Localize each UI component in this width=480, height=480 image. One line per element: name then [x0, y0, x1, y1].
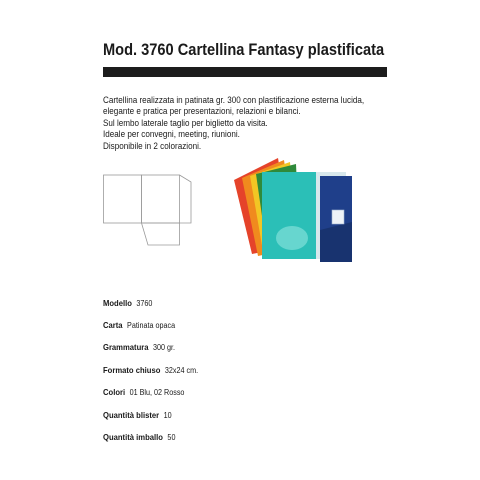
spec-value: Patinata opaca: [127, 321, 176, 330]
spec-value: 50: [167, 433, 176, 442]
spec-label: Quantità blister: [103, 410, 160, 420]
spec-label: Modello: [103, 298, 132, 308]
spec-row: [103, 387, 184, 397]
product-photo: [232, 158, 354, 264]
spec-row: [103, 320, 175, 330]
description-line: Cartellina realizzata in patinata gr. 300 con plastificazione esterna lucida,: [103, 95, 365, 105]
spec-label: Carta: [103, 320, 123, 330]
spec-label: Grammatura: [103, 342, 149, 352]
spec-label: Colori: [103, 387, 126, 397]
spec-value: 01 Blu, 02 Rosso: [129, 388, 185, 397]
spec-label: Quantità imballo: [103, 432, 163, 442]
spec-value: 10: [163, 411, 172, 420]
spec-row: [103, 432, 175, 442]
description-line: elegante e pratica per presentazioni, relazioni e bilanci.: [103, 106, 301, 117]
business-card-slot: [332, 210, 344, 224]
page-title: Mod. 3760 Cartellina Fantasy plastificata: [103, 40, 385, 59]
description-line: Disponibile in 2 colorazioni.: [103, 140, 202, 151]
spec-row: [103, 298, 152, 308]
spec-value: 3760: [136, 299, 153, 308]
description-line: Ideale per convegni, meeting, riunioni.: [103, 129, 240, 140]
spec-value: 32x24 cm.: [164, 366, 199, 375]
spec-value: 300 gr.: [153, 343, 176, 352]
spec-row: [103, 365, 198, 375]
folder-diecut-diagram: [103, 174, 223, 246]
spec-label: Formato chiuso: [103, 365, 161, 375]
title-underline-bar: [103, 67, 387, 77]
product-description: [103, 95, 403, 152]
spec-row: [103, 342, 175, 352]
description-line: Sul lembo laterale taglio per biglietto da visita.: [103, 117, 268, 128]
spec-row: [103, 410, 172, 420]
